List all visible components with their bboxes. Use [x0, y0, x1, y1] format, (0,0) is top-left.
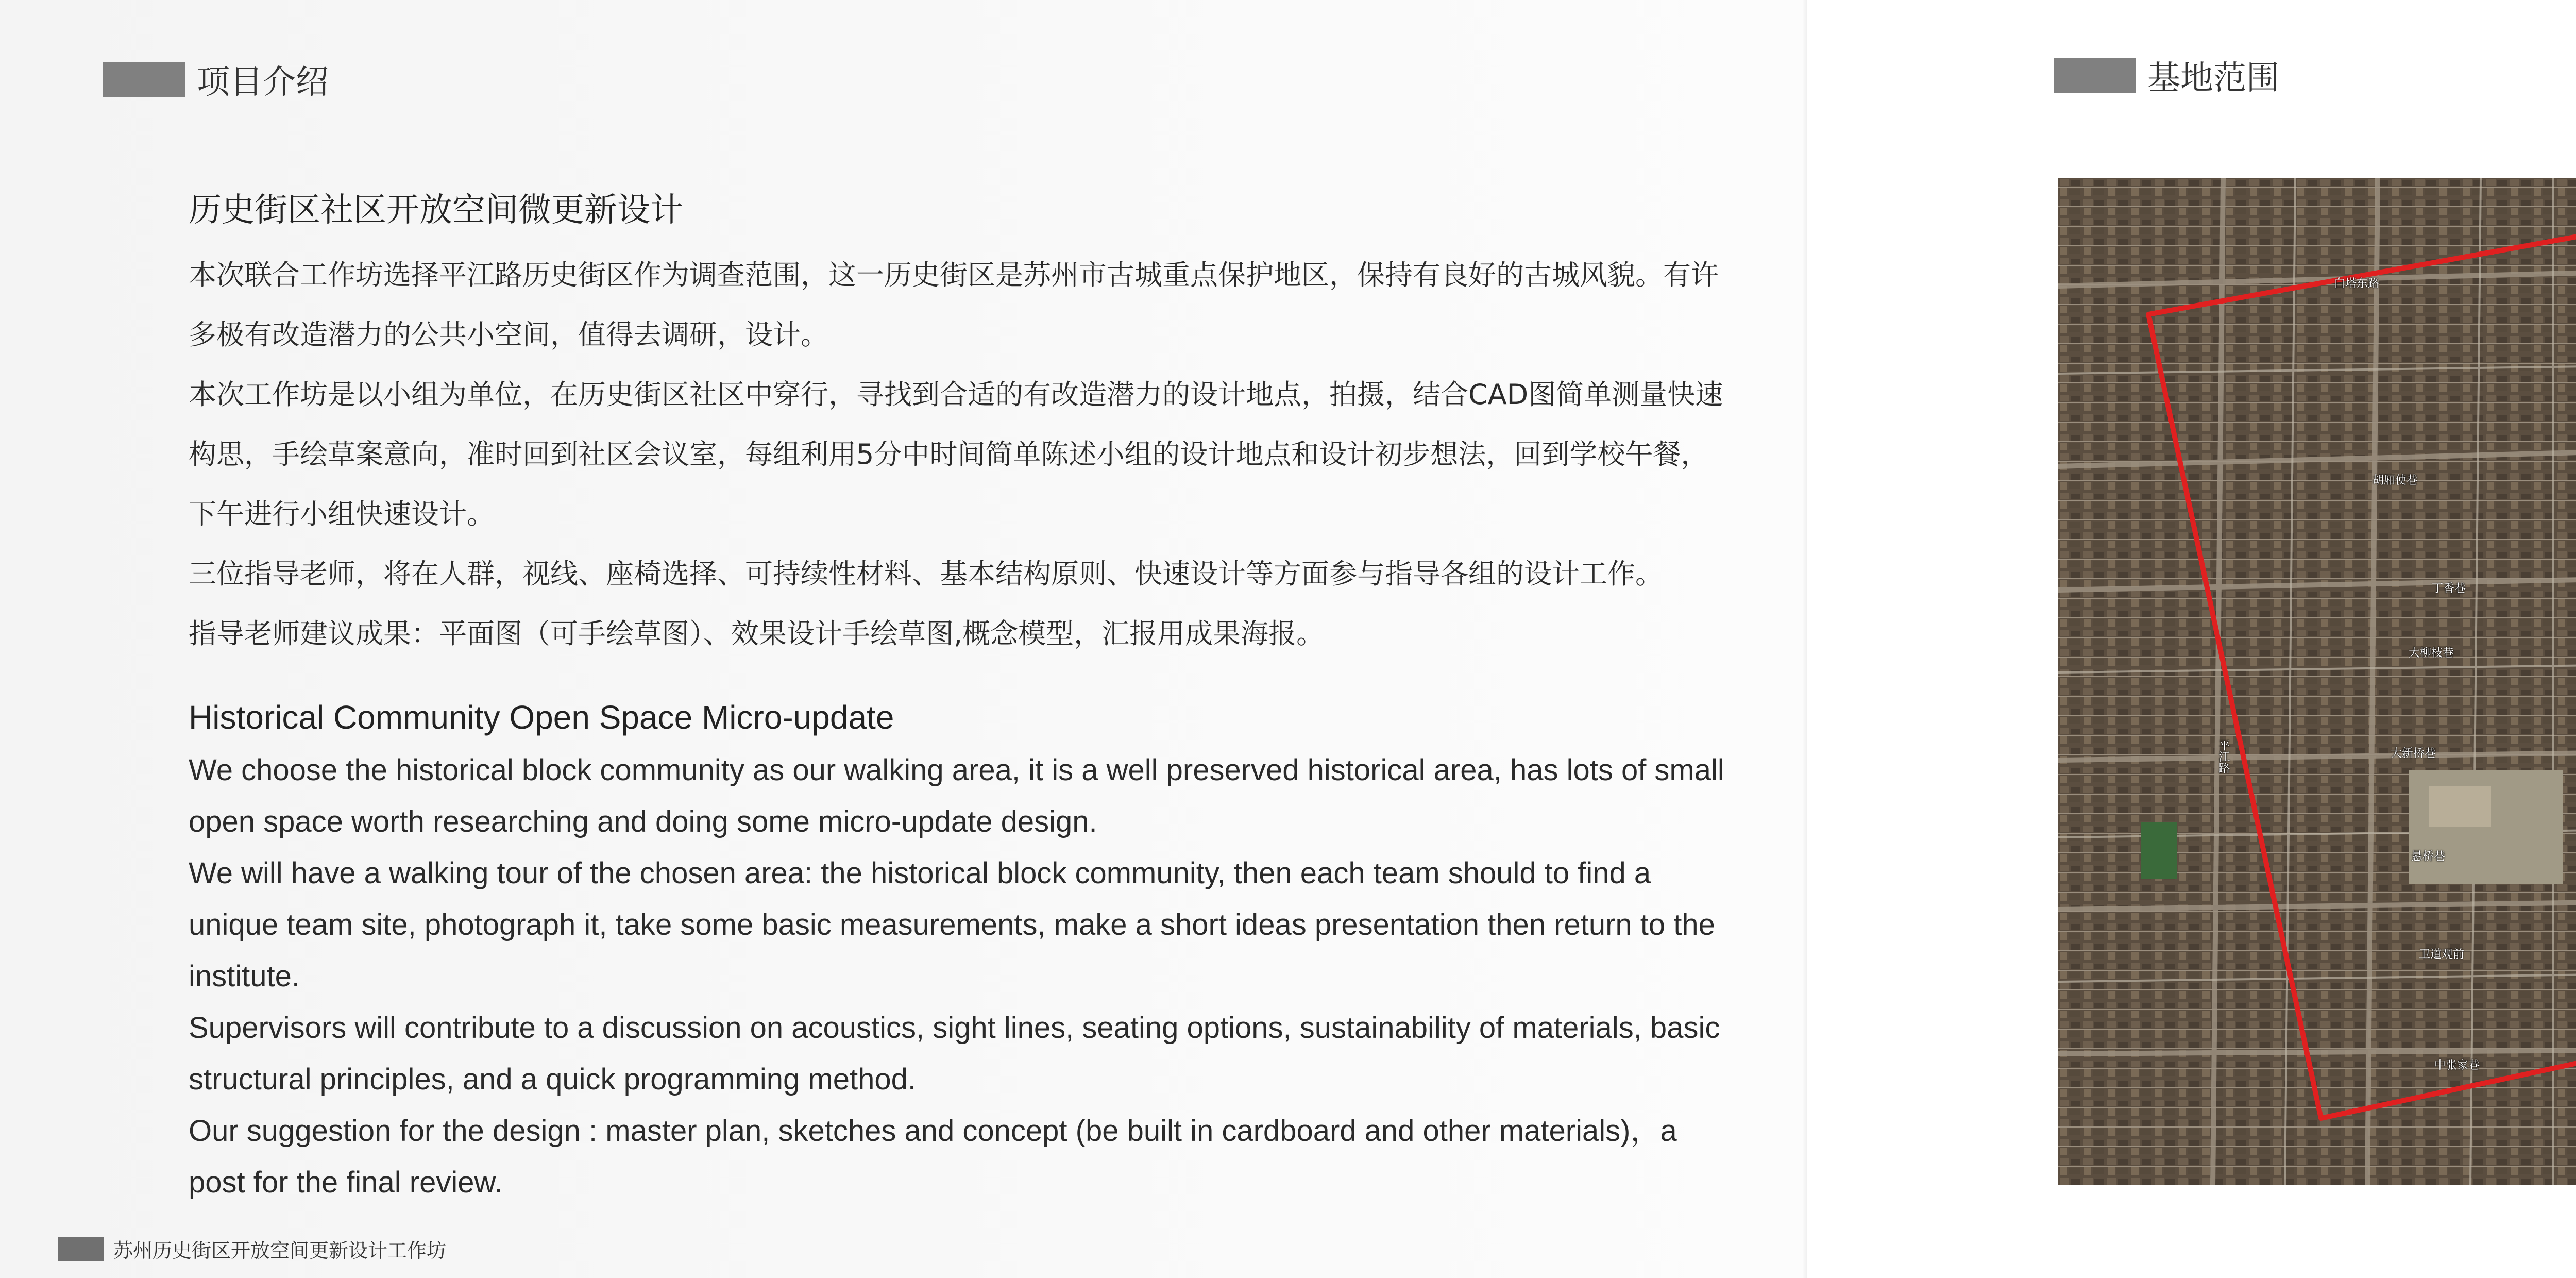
footer-gray-block — [58, 1237, 104, 1261]
header-gray-block — [103, 62, 185, 97]
english-paragraph: Supervisors will contribute to a discussion on acoustics, sight lines, seating options, sustainability of materials, basic structural principles, and a quick programming method. — [189, 1011, 1720, 1096]
map-label-lane: 卫道观前 — [2419, 948, 2465, 961]
left-footer — [58, 1235, 446, 1263]
map-label-lane: 胡厢使巷 — [2372, 474, 2418, 487]
chinese-paragraph: 本次工作坊是以小组为单位，在历史街区社区中穿行，寻找到合适的有改造潜力的设计地点，拍摄，结合CAD图简单测量快速构思，手绘草案意向，准时回到社区会议室，每组利用5分中时间简单陈述小组的设计地点和设计初步想法，回到学校午餐，下午进行小组快速设计。 — [189, 378, 1723, 530]
english-heading: Historical Community Open Space Micro-update — [189, 699, 894, 736]
map-label-road: 白塔东路 — [2334, 277, 2380, 290]
map-graphic — [2058, 178, 2576, 1185]
map-label-lane: 丁香巷 — [2432, 582, 2466, 595]
workshop-footer-text: 苏州历史街区开放空间更新设计工作坊 — [113, 1239, 447, 1262]
site-aerial-map — [2058, 178, 2576, 1185]
chinese-paragraph: 本次联合工作坊选择平江路历史街区作为调查范围，这一历史街区是苏州市古城重点保护地区，保持有良好的古城风貌。有许多极有改造潜力的公共小空间，值得去调研，设计。 — [189, 259, 1719, 351]
english-paragraph: We choose the historical block community as our walking area, it is a well preserved historical area, has lots of small open space worth researching and doing some micro-update design. — [189, 753, 1724, 838]
right-section-header — [2054, 52, 2279, 99]
left-section-header — [103, 56, 329, 103]
chinese-paragraph: 三位指导老师，将在人群，视线、座椅选择、可持续性材料、基本结构原则、快速设计等方面参与指导各组的设计工作。 — [189, 558, 1663, 590]
map-label-lane: 大新桥巷 — [2391, 747, 2436, 760]
map-label-road: 平江路 — [2217, 739, 2230, 773]
chinese-intro — [189, 183, 1729, 664]
map-label-lane: 大柳枝巷 — [2409, 647, 2454, 660]
english-paragraph: We will have a walking tour of the chosen area: the historical block community, then each team should to find a unique team site, photograph it, take some basic measurements, make a short ideas presentation then return to the institute. — [189, 856, 1715, 993]
chinese-heading: 历史街区社区开放空间微更新设计 — [189, 191, 683, 229]
header-gray-block — [2054, 58, 2136, 93]
english-intro — [189, 698, 1729, 1208]
left-section-title: 项目介绍 — [197, 63, 329, 102]
right-section-title: 基地范围 — [2147, 59, 2279, 97]
chinese-paragraph: 指导老师建议成果：平面图（可手绘草图）、效果设计手绘草图,概念模型，汇报用成果海报。 — [189, 617, 1325, 650]
english-paragraph: Our suggestion for the design : master plan, sketches and concept (be built in cardboard and other materials)，a post for the final review. — [189, 1114, 1677, 1199]
map-label-lane: 悬桥巷 — [2411, 850, 2446, 863]
map-label-lane: 中张家巷 — [2434, 1059, 2480, 1072]
